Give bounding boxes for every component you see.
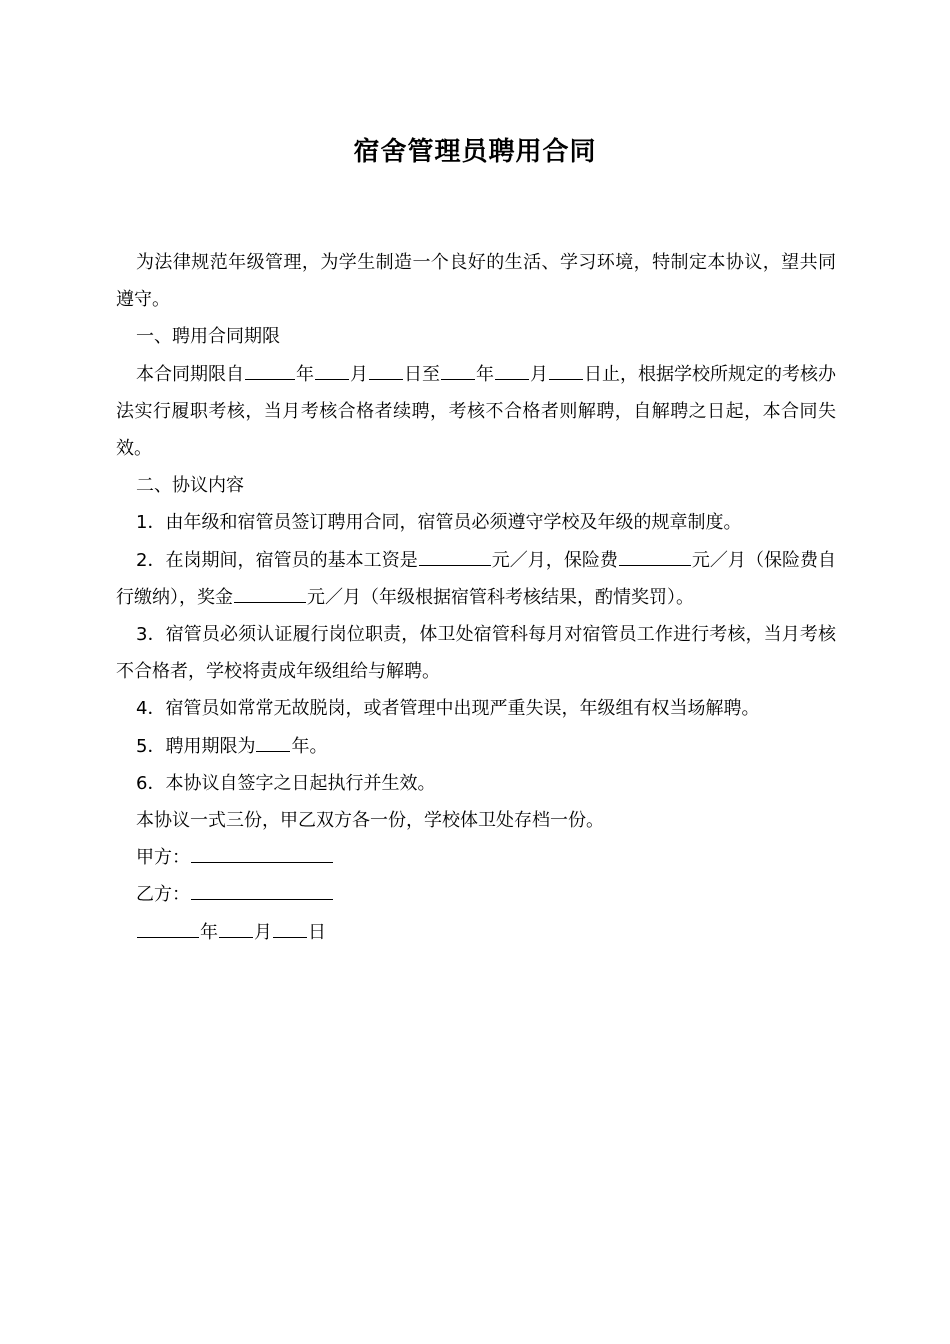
end-day-blank [549,361,583,380]
term-month-label: 月 [350,363,368,385]
section-heading-content: 二、协议内容 [136,475,244,497]
bonus-blank [234,584,306,603]
start-month-blank [315,361,349,380]
party-a-line [116,839,836,876]
item-2-unit-1: 元／月，保险费 [491,549,618,571]
term-prefix: 本合同期限自 [136,363,244,385]
term-paragraph [116,356,836,468]
item-5-suffix: 年。 [291,735,328,757]
item-2-unit-2: 元／月（保险费自行缴纳），奖金 [116,549,837,608]
sign-year-blank [137,919,199,938]
copies-paragraph: 本协议一式三份，甲乙双方各一份，学校体卫处存档一份。 [136,810,604,832]
item-4: 4．宿管员如常常无故脱岗，或者管理中出现严重失误，年级组有权当场解聘。 [136,698,760,720]
sign-month-blank [219,919,253,938]
item-1: 1．由年级和宿管员签订聘用合同，宿管员必须遵守学校及年级的规章制度。 [136,512,742,534]
term-years-blank [256,733,290,752]
salary-blank [419,547,491,566]
sign-day-blank [273,919,307,938]
party-b-signature-blank [191,881,333,900]
date-year-label: 年 [200,921,218,943]
insurance-blank [619,547,691,566]
term-end-text: 日止，根据学校所规定的考核办法实行履职考核，当月考核合格者续聘，考核不合格者则解聘，自解聘之日起，本合同失效。 [116,363,836,460]
document-body [116,244,836,951]
item-6: 6．本协议自签字之日起执行并生效。 [136,772,436,794]
item-2-unit-3: 元／月（年级根据宿管科考核结果，酌情奖罚）。 [307,586,694,608]
section-heading-term: 一、聘用合同期限 [136,326,280,348]
item-5-prefix: 5．聘用期限为 [136,735,256,757]
item-5 [116,728,836,765]
item-3: 3．宿管员必须认证履行岗位职责，体卫处宿管科每月对宿管员工作进行考核，当月考核不合格者，学校将责成年级组给与解聘。 [116,624,836,683]
intro-paragraph: 为法律规范年级管理，为学生制造一个良好的生活、学习环境，特制定本协议，望共同遵守。 [116,252,836,311]
date-line [116,914,836,951]
end-year-blank [441,361,475,380]
term-day-to-label: 日至 [404,363,440,385]
date-day-label: 日 [308,921,326,943]
item-2-prefix: 2．在岗期间，宿管员的基本工资是 [136,549,418,571]
party-a-label: 甲方： [136,847,190,869]
start-year-blank [245,361,295,380]
party-b-label: 乙方： [136,884,190,906]
start-day-blank [369,361,403,380]
party-a-signature-blank [191,844,333,863]
document-title: 宿舍管理员聘用合同 [353,137,597,167]
term-year-label: 年 [296,363,314,385]
item-2 [116,542,836,616]
date-month-label: 月 [254,921,272,943]
term-end-month-label: 月 [530,363,548,385]
party-b-line [116,876,836,913]
term-end-year-label: 年 [476,363,494,385]
end-month-blank [495,361,529,380]
